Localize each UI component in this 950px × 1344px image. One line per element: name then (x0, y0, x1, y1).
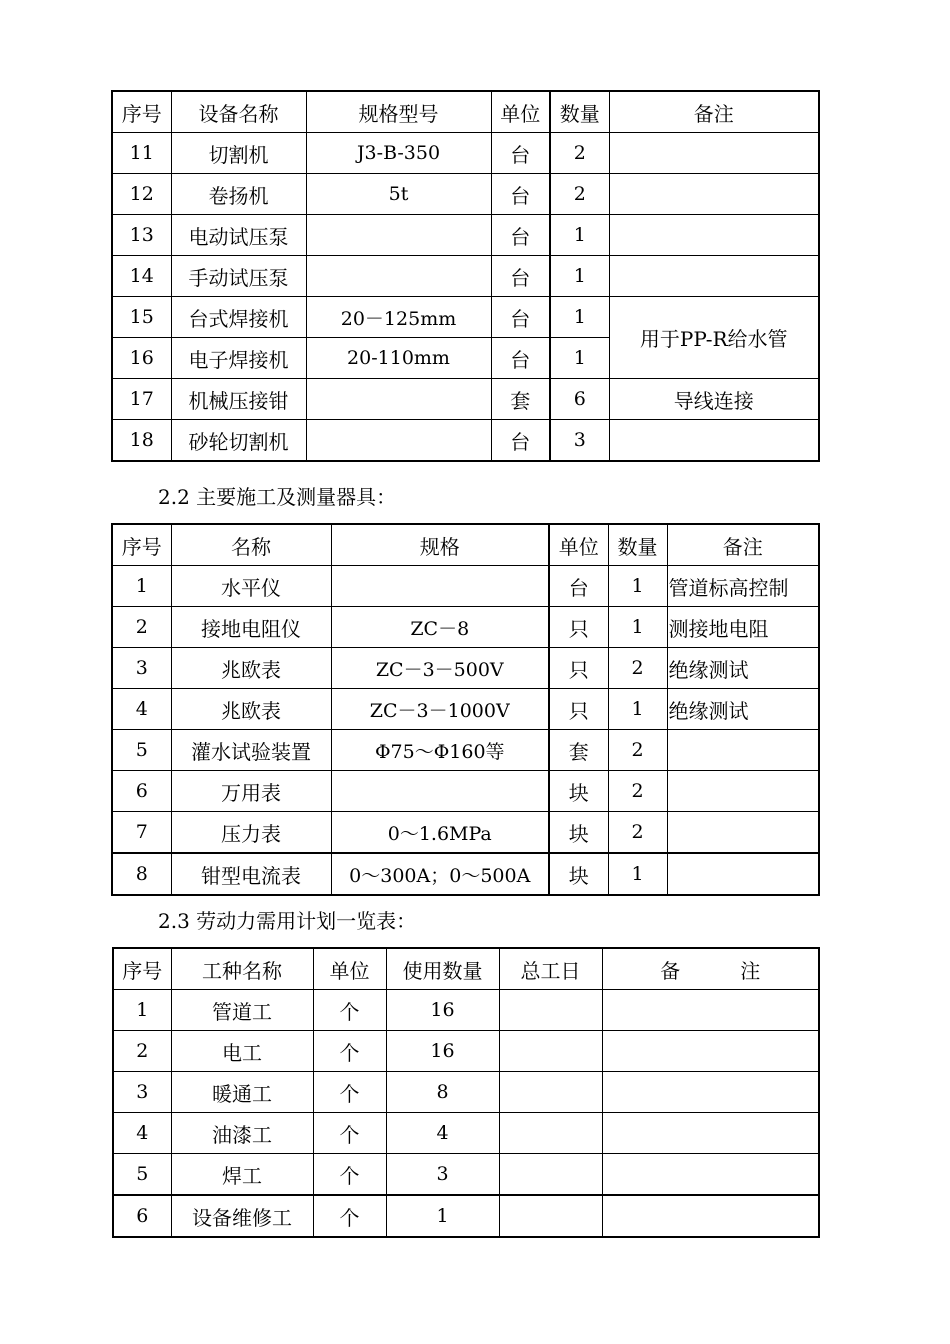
table-row (112, 771, 819, 812)
cell: 6 (550, 379, 609, 420)
cell: 个 (313, 1031, 386, 1072)
header-cell: 设备名称 (171, 91, 306, 133)
cell: 台 (491, 174, 550, 215)
tools-table (111, 523, 820, 896)
cell: 机械压接钳 (171, 379, 306, 420)
table-row (112, 689, 819, 730)
labor-table (112, 947, 820, 1238)
table-row (112, 853, 819, 895)
cell (609, 174, 819, 215)
table-row (113, 1154, 819, 1196)
header-cell: 规格 (331, 524, 549, 566)
cell: 18 (112, 420, 171, 462)
cell: 台 (491, 133, 550, 174)
cell: 1 (112, 566, 171, 607)
cell: 1 (550, 297, 609, 338)
cell: 1 (608, 607, 667, 648)
table-row (112, 648, 819, 689)
table-row (112, 297, 819, 338)
cell: 只 (549, 689, 608, 730)
table-row (113, 990, 819, 1031)
cell: 绝缘测试 (667, 648, 819, 689)
header-cell: 数量 (550, 91, 609, 133)
cell: 台 (491, 420, 550, 462)
cell (306, 420, 491, 462)
cell: 台 (549, 566, 608, 607)
cell (499, 1113, 602, 1154)
cell: ZC－8 (331, 607, 549, 648)
cell (602, 1195, 819, 1237)
cell (602, 1072, 819, 1113)
cell: 20－125mm (306, 297, 491, 338)
table-header-row (113, 948, 819, 990)
cell: 砂轮切割机 (171, 420, 306, 462)
cell: 套 (491, 379, 550, 420)
merged-remark-cell: 用于PP-R给水管 (609, 297, 819, 379)
cell (331, 566, 549, 607)
cell (499, 1195, 602, 1237)
cell: 2 (608, 648, 667, 689)
cell: 个 (313, 1072, 386, 1113)
table-header-row (112, 524, 819, 566)
cell (499, 1072, 602, 1113)
cell: 16 (112, 338, 171, 379)
cell: 暖通工 (171, 1072, 313, 1113)
header-cell: 名称 (171, 524, 331, 566)
cell: 1 (608, 853, 667, 895)
cell: 接地电阻仪 (171, 607, 331, 648)
header-cell: 单位 (491, 91, 550, 133)
cell (306, 379, 491, 420)
cell (499, 1031, 602, 1072)
header-cell: 备注 (667, 524, 819, 566)
cell: 1 (550, 256, 609, 297)
cell: 万用表 (171, 771, 331, 812)
cell: 1 (113, 990, 171, 1031)
cell: 台 (491, 297, 550, 338)
table-row (112, 215, 819, 256)
cell: 导线连接 (609, 379, 819, 420)
cell (306, 215, 491, 256)
cell: 2 (608, 771, 667, 812)
cell: 管道工 (171, 990, 313, 1031)
cell (602, 1113, 819, 1154)
cell: 6 (113, 1195, 171, 1237)
cell: 5 (112, 730, 171, 771)
cell: 只 (549, 607, 608, 648)
cell: 只 (549, 648, 608, 689)
cell: 个 (313, 990, 386, 1031)
cell: 手动试压泵 (171, 256, 306, 297)
cell (306, 256, 491, 297)
cell (602, 1154, 819, 1196)
cell: 切割机 (171, 133, 306, 174)
cell: 1 (550, 215, 609, 256)
cell: 2 (608, 812, 667, 854)
header-cell: 数量 (608, 524, 667, 566)
cell: 设备维修工 (171, 1195, 313, 1237)
cell: 压力表 (171, 812, 331, 854)
table-row (112, 133, 819, 174)
table-row (112, 607, 819, 648)
cell: 焊工 (171, 1154, 313, 1196)
cell: 测接地电阻 (667, 607, 819, 648)
cell: 5t (306, 174, 491, 215)
cell: 8 (112, 853, 171, 895)
cell: 11 (112, 133, 171, 174)
cell: 4 (386, 1113, 499, 1154)
table-row (112, 420, 819, 462)
cell: 5 (113, 1154, 171, 1196)
cell: 台 (491, 256, 550, 297)
table-row (113, 1195, 819, 1237)
header-cell: 备 注 (602, 948, 819, 990)
cell: 台 (491, 215, 550, 256)
cell: 块 (549, 853, 608, 895)
cell (667, 812, 819, 854)
cell: 3 (112, 648, 171, 689)
cell: 台式焊接机 (171, 297, 306, 338)
cell: 16 (386, 1031, 499, 1072)
cell: 12 (112, 174, 171, 215)
cell: 3 (550, 420, 609, 462)
cell: 13 (112, 215, 171, 256)
cell (331, 771, 549, 812)
section-caption-labor: 2.3 劳动力需用计划一览表： (158, 909, 417, 933)
cell (609, 133, 819, 174)
header-cell: 规格型号 (306, 91, 491, 133)
cell: 0～300A；0～500A (331, 853, 549, 895)
cell: 钳型电流表 (171, 853, 331, 895)
cell: 1 (608, 689, 667, 730)
cell: 绝缘测试 (667, 689, 819, 730)
table-header-row (112, 91, 819, 133)
cell: 块 (549, 812, 608, 854)
header-cell: 总工日 (499, 948, 602, 990)
table-row (112, 256, 819, 297)
cell: 灌水试验装置 (171, 730, 331, 771)
cell: 水平仪 (171, 566, 331, 607)
cell (499, 1154, 602, 1196)
cell: 个 (313, 1113, 386, 1154)
cell (609, 420, 819, 462)
cell: 电工 (171, 1031, 313, 1072)
cell (667, 771, 819, 812)
table-row (113, 1072, 819, 1113)
cell (609, 256, 819, 297)
equipment-table (111, 90, 820, 462)
table-row (112, 174, 819, 215)
cell: 2 (550, 133, 609, 174)
cell: 个 (313, 1195, 386, 1237)
table-row (112, 812, 819, 854)
cell: 6 (112, 771, 171, 812)
cell: 2 (113, 1031, 171, 1072)
cell: 台 (491, 338, 550, 379)
cell (499, 990, 602, 1031)
cell: 0～1.6MPa (331, 812, 549, 854)
cell: 20-110mm (306, 338, 491, 379)
cell: 油漆工 (171, 1113, 313, 1154)
cell: 电动试压泵 (171, 215, 306, 256)
cell: 4 (113, 1113, 171, 1154)
cell: 1 (386, 1195, 499, 1237)
cell: 2 (112, 607, 171, 648)
cell: 套 (549, 730, 608, 771)
cell: 1 (608, 566, 667, 607)
cell (609, 215, 819, 256)
header-cell: 单位 (549, 524, 608, 566)
header-cell: 使用数量 (386, 948, 499, 990)
cell: 8 (386, 1072, 499, 1113)
cell: 14 (112, 256, 171, 297)
cell: 卷扬机 (171, 174, 306, 215)
cell: 个 (313, 1154, 386, 1196)
table-row (112, 566, 819, 607)
cell: Φ75～Φ160等 (331, 730, 549, 771)
table-row (113, 1113, 819, 1154)
cell: 兆欧表 (171, 648, 331, 689)
header-cell: 序号 (113, 948, 171, 990)
cell: 1 (550, 338, 609, 379)
cell: ZC－3－500V (331, 648, 549, 689)
cell (602, 990, 819, 1031)
table-row (112, 730, 819, 771)
section-caption-tools: 2.2 主要施工及测量器具： (158, 485, 397, 509)
table-row (113, 1031, 819, 1072)
cell: 16 (386, 990, 499, 1031)
header-cell: 备注 (609, 91, 819, 133)
cell: 17 (112, 379, 171, 420)
cell: J3-B-350 (306, 133, 491, 174)
cell: 3 (113, 1072, 171, 1113)
cell (667, 730, 819, 771)
cell (602, 1031, 819, 1072)
table-row (112, 379, 819, 420)
cell: 2 (550, 174, 609, 215)
cell: 3 (386, 1154, 499, 1196)
cell: 2 (608, 730, 667, 771)
cell: 块 (549, 771, 608, 812)
cell: 电子焊接机 (171, 338, 306, 379)
cell: 兆欧表 (171, 689, 331, 730)
cell (667, 853, 819, 895)
cell: 4 (112, 689, 171, 730)
header-cell: 工种名称 (171, 948, 313, 990)
header-cell: 序号 (112, 91, 171, 133)
cell: 管道标高控制 (667, 566, 819, 607)
cell: 15 (112, 297, 171, 338)
header-cell: 序号 (112, 524, 171, 566)
cell: ZC－3－1000V (331, 689, 549, 730)
cell: 7 (112, 812, 171, 854)
header-cell: 单位 (313, 948, 386, 990)
